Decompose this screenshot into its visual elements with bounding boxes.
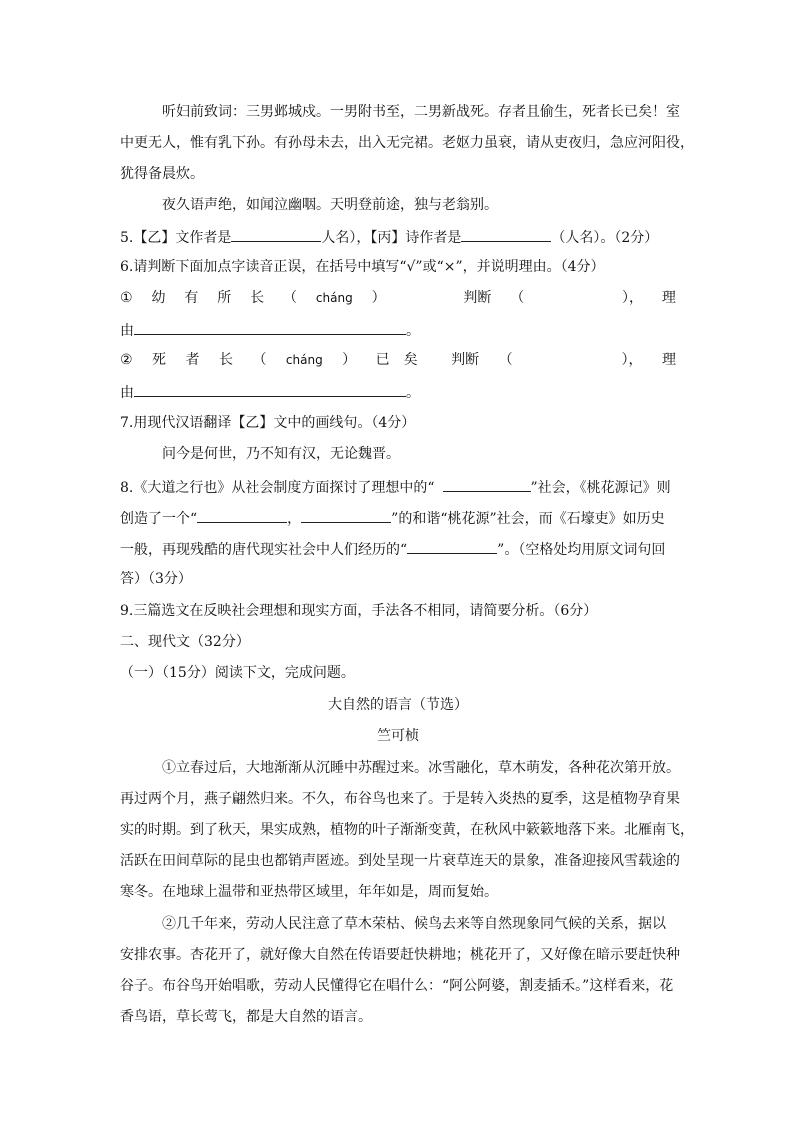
subsection-heading: （一）（15分）阅读下文，完成问题。 [120, 665, 355, 681]
q6-item2-answer-space[interactable] [532, 350, 602, 370]
q6-item2-li: 理 [661, 352, 676, 368]
q6-item1-answer-open: （ [510, 290, 525, 306]
q6-item1-answer-close: ）， [622, 290, 644, 306]
q6-reason2-end: 。 [406, 385, 420, 401]
essay-title: 大自然的语言（节选） [328, 697, 468, 713]
q8-text-f: 一般，再现残酷的唐代现实社会中人们经历的“ [120, 542, 408, 558]
q8-text-c: 创造了一个“ [120, 511, 198, 527]
q8-blank-4[interactable] [407, 538, 497, 554]
q5-blank-2[interactable] [461, 226, 551, 242]
essay-p2-line-1: ②几千年来，劳动人民注意了草木荣枯、候鸟去来等自然现象同气候的关系，据以 [162, 916, 666, 932]
q6-item2-answer-close: ）， [621, 352, 643, 368]
q5-text-a: 5.【乙】文作者是 [120, 230, 232, 246]
q6-reason-2-blank[interactable] [134, 381, 406, 397]
q6-item1-lparen: （ [283, 290, 298, 306]
q6-reason1-end: 。 [406, 323, 420, 339]
q6-item2-rparen: ） [342, 352, 357, 368]
q6-item1-li: 理 [661, 290, 676, 306]
q6-item1-rparen: ） [371, 290, 386, 306]
question-7-stem: 7.用现代汉语翻译【乙】文中的画线句。（4分） [120, 415, 416, 431]
question-8-line-4: 答）（3分） [120, 571, 192, 587]
q8-text-d: ， [287, 511, 302, 527]
q6-reason-1-blank[interactable] [134, 319, 406, 335]
question-7-quote: 问今是何世，乃不知有汉，无论魏晋。 [162, 446, 400, 462]
poem-line-3: 犹得备晨炊。 [120, 166, 204, 182]
q6-item2-pinyin: cháng [285, 353, 323, 367]
q5-blank-1[interactable] [231, 226, 321, 242]
essay-p1-line-4: 活跃在田间草际的昆虫也都销声匿迹。到处呈现一片衰草连天的景象，准备迎接风雪载途的 [120, 853, 680, 869]
q5-text-c: （人名）。（2分） [551, 230, 659, 246]
q6-item2-judge: 判断 [451, 352, 480, 368]
q6-item1-char-3: 所 [217, 290, 232, 306]
essay-p1-line-1: ①立春过后，大地渐渐从沉睡中苏醒过来。冰雪融化，草木萌发，各种花次第开放。 [162, 760, 680, 776]
poem-line-1: 听妇前致词：三男邺城戍。一男附书至，二男新战死。存者且偷生，死者长已矣！室 [162, 104, 680, 120]
q6-item1-number: ① [120, 290, 133, 306]
q8-blank-1[interactable] [443, 476, 531, 492]
essay-p2-line-2: 安排农事。杏花开了，就好像大自然在传语要赶快耕地；桃花开了，又好像在暗示要赶快种 [120, 947, 680, 963]
q6-item2-lparen: （ [252, 352, 267, 368]
essay-p2-line-4: 香鸟语，草长莺飞，都是大自然的语言。 [120, 1009, 372, 1025]
essay-p1-line-5: 寒冬。在地球上温带和亚热带区域里，年年如是，周而复始。 [120, 884, 498, 900]
question-6-reason-2 [120, 381, 676, 403]
q6-reason1-you: 由 [120, 323, 134, 339]
poem-line-4: 夜久语声绝，如闻泣幽咽。天明登前途，独与老翁别。 [162, 197, 498, 213]
q6-item2-char-3: 长 [218, 352, 233, 368]
q8-text-g: ”。（空格处均用原文词句回 [497, 542, 666, 558]
q6-item1-char-2: 有 [184, 290, 199, 306]
q6-item1-judge: 判断 [463, 290, 492, 306]
q6-item1-char-1: 幼 [151, 290, 166, 306]
question-6-stem: 6.请判断下面加点字读音正误，在括号中填写“√”或“×”，并说明理由。（4分） [120, 259, 605, 275]
q8-blank-2[interactable] [197, 507, 287, 523]
section-heading: 二、现代文（32分） [120, 634, 250, 650]
question-9: 9.三篇选文在反映社会理想和现实方面，手法各不相同，请简要分析。（6分） [120, 603, 598, 619]
question-8-line-2 [120, 507, 676, 529]
question-8-line-3 [120, 538, 676, 560]
q6-item1-char-4: 长 [250, 290, 265, 306]
question-8-line-1 [120, 476, 676, 498]
poem-line-2: 中更无人，惟有乳下孙。有孙母未去，出入无完裙。老妪力虽衰，请从吏夜归，急应河阳役， [120, 135, 694, 151]
q8-text-b: ”社会，《桃花源记》则 [530, 480, 671, 496]
q6-item2-tail: 已矣 [375, 352, 432, 368]
q6-item1-answer-space[interactable] [543, 288, 603, 308]
question-6-item-2 [120, 350, 676, 370]
q6-item1-pinyin: cháng [315, 291, 353, 305]
essay-p2-line-3: 谷子。布谷鸟开始唱歌，劳动人民懂得它在唱什么：“阿公阿婆，割麦插禾。”这样看来，花 [120, 978, 674, 994]
question-6-reason-1 [120, 319, 676, 341]
essay-p1-line-3: 实的时期。到了秋天，果实成熟，植物的叶子渐渐变黄，在秋风中簌簌地落下来。北雁南飞， [120, 822, 694, 838]
q6-item2-char-2: 者 [185, 352, 200, 368]
q8-text-a: 8.《大道之行也》从社会制度方面探讨了理想中的“ [120, 480, 435, 496]
q6-item2-number: ② [120, 352, 133, 368]
q6-item2-char-1: 死 [152, 352, 167, 368]
q5-text-b: 人名），【丙】诗作者是 [321, 230, 462, 246]
q6-reason2-you: 由 [120, 385, 134, 401]
essay-author: 竺可桢 [377, 728, 419, 744]
q6-item2-answer-open: （ [498, 352, 513, 368]
essay-p1-line-2: 再过两个月，燕子翩然归来。不久，布谷鸟也来了。于是转入炎热的夏季，这是植物孕育果 [120, 791, 680, 807]
question-6-item-1 [120, 288, 676, 308]
q8-text-e: ”的和谐“桃花源”社会，而《石壕吏》如历史 [391, 511, 665, 527]
q8-blank-3[interactable] [301, 507, 391, 523]
question-5 [120, 226, 676, 248]
